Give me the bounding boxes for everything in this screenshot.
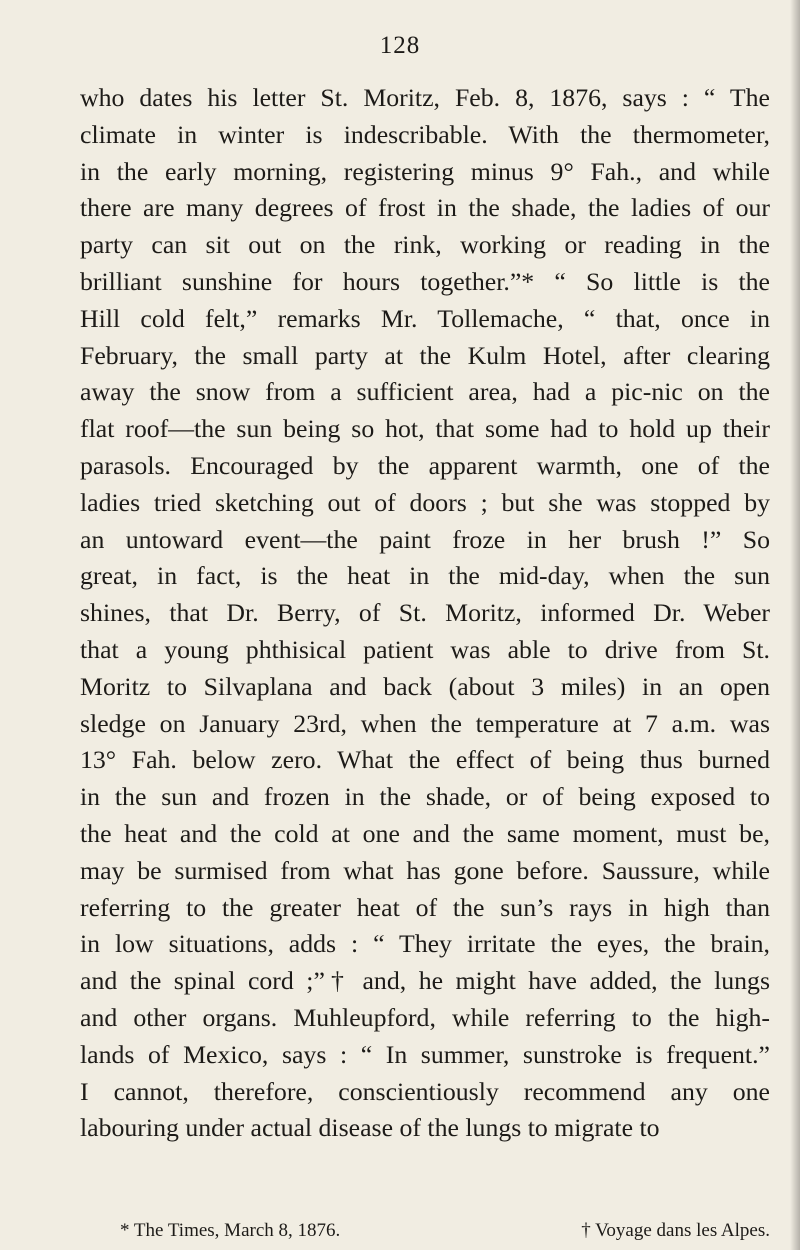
text-line: Hill cold felt,” remarks Mr. Tollemache, “ that, once in [80, 303, 770, 333]
text-line: party can sit out on the rink, working or reading in the [80, 230, 770, 260]
text-line: great, in fact, is the heat in the mid-day, when the sun [80, 561, 770, 591]
text-line: may be surmised from what has gone before. Saussure, while [80, 855, 770, 885]
text-line: flat roof—the sun being so hot, that some had to hold up their [80, 414, 770, 444]
footnote-voyage: † Voyage dans les Alpes. [581, 1220, 770, 1241]
text-line: in the sun and frozen in the shade, or of being exposed to [80, 782, 770, 812]
text-line: Moritz to Silvaplana and back (about 3 miles) in an open [80, 671, 770, 701]
text-line: shines, that Dr. Berry, of St. Moritz, informed Dr. Weber [80, 598, 770, 628]
text-line: sledge on January 23rd, when the temperature at 7 a.m. was [80, 708, 770, 738]
text-line: referring to the greater heat of the sun’s rays in high than [80, 892, 770, 922]
body-text [80, 80, 770, 1147]
text-line: I cannot, therefore, conscientiously recommend any one [80, 1076, 770, 1106]
text-line: lands of Mexico, says : “ In summer, sunstroke is frequent.” [80, 1039, 770, 1069]
text-line: in the early morning, registering minus 9° Fah., and while [80, 156, 770, 186]
text-line: brilliant sunshine for hours together.”* “ So little is the [80, 266, 770, 296]
page-edge-shadow [790, 0, 800, 1250]
text-line: away the snow from a sufficient area, had a pic-nic on the [80, 377, 770, 407]
text-line: 13° Fah. below zero. What the effect of being thus burned [80, 745, 770, 775]
text-line: the heat and the cold at one and the same moment, must be, [80, 818, 770, 848]
text-line: there are many degrees of frost in the shade, the ladies of our [80, 193, 770, 223]
text-line: climate in winter is indescribable. With the thermometer, [80, 119, 770, 149]
text-line: and other organs. Muhleupford, while referring to the high- [80, 1002, 770, 1032]
text-line: February, the small party at the Kulm Hotel, after clearing [80, 340, 770, 370]
footnote-times: * The Times, March 8, 1876. [120, 1220, 341, 1241]
text-line: and the spinal cord ;”† and, he might have added, the lungs [80, 966, 770, 996]
text-line: parasols. Encouraged by the apparent warmth, one of the [80, 450, 770, 480]
page-number: 128 [379, 32, 421, 59]
text-line: ladies tried sketching out of doors ; but she was stopped by [80, 487, 770, 517]
text-line: an untoward event—the paint froze in her brush !” So [80, 524, 770, 554]
text-line: that a young phthisical patient was able to drive from St. [80, 634, 770, 664]
text-line: in low situations, adds : “ They irritate the eyes, the brain, [80, 929, 770, 959]
text-line: who dates his letter St. Moritz, Feb. 8, 1876, says : “ The [80, 83, 770, 112]
footnotes [120, 1220, 770, 1242]
text-line: labouring under actual disease of the lungs to migrate to [80, 1113, 660, 1143]
